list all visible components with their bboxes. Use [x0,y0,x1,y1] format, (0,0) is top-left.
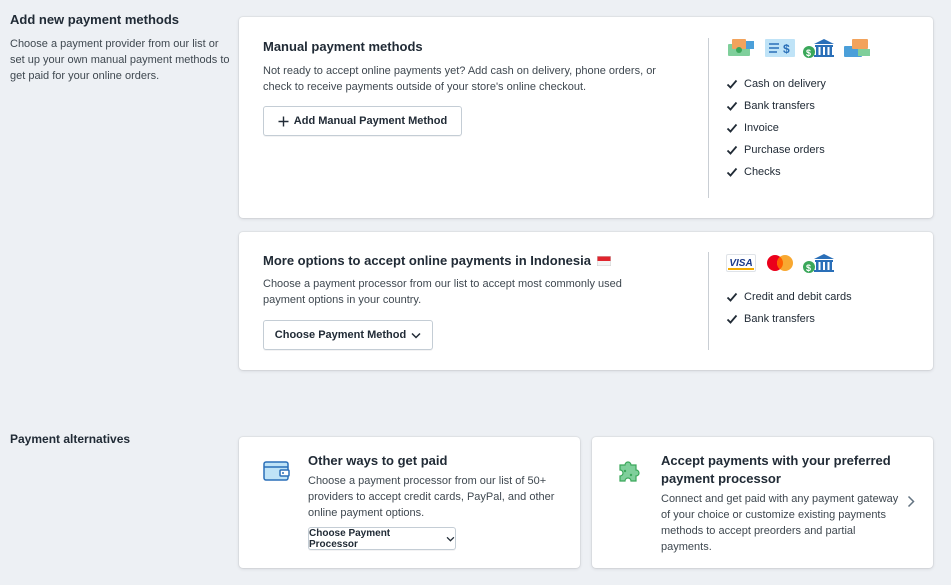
checkmark-icon [726,291,738,303]
add-manual-payment-button[interactable] [263,106,462,136]
svg-text:$: $ [806,48,812,58]
feature-label: Invoice [744,122,779,134]
chevron-right-icon [907,495,915,508]
online-card-title: More options to accept online payments in Indonesia [263,253,591,268]
svg-text:$: $ [806,263,812,273]
indonesia-flag-icon [597,256,611,266]
manual-card-divider [708,38,709,198]
choose-payment-processor-select[interactable] [308,527,456,550]
bank-icon [802,37,836,59]
online-features-list [726,286,852,330]
online-card-divider [708,252,709,350]
card-cash-icon [842,37,874,59]
checkmark-icon [726,100,738,112]
other-ways-description: Choose a payment processor from our list of 50+ providers to accept credit cards, PayPal, and other online payment options. [308,475,555,519]
other-ways-card [239,437,580,568]
plus-icon [278,116,289,127]
feature-label: Bank transfers [744,100,815,112]
list-item [726,308,852,330]
chevron-down-icon [411,332,421,339]
list-item [726,139,826,161]
bank-icon [802,252,836,274]
online-payments-card [239,232,933,370]
list-item [726,95,826,117]
manual-features-list [726,73,826,183]
choose-payment-method-label: Choose Payment Method [274,329,407,341]
visa-icon [726,254,756,272]
svg-text:$: $ [783,42,790,56]
feature-label: Purchase orders [744,144,825,156]
feature-label: Bank transfers [744,313,815,325]
online-card-title-row [263,252,611,270]
section-title-add-payment: Add new payment methods [10,12,180,27]
feature-label: Checks [744,166,781,178]
add-manual-payment-label: Add Manual Payment Method [293,115,448,127]
checkmark-icon [726,78,738,90]
checkmark-icon [726,166,738,178]
section-description-add-payment: Choose a payment provider from our list or set up your own manual payment methods to get paid for your online orders. [10,38,230,82]
other-ways-title: Other ways to get paid [308,453,448,468]
invoice-icon [764,37,796,59]
list-item [726,73,826,95]
manual-card-description: Not ready to accept online payments yet? Add cash on delivery, phone orders, or check to receive payments outside of your store's online checkout. [263,65,656,93]
checkmark-icon [726,144,738,156]
manual-card-title: Manual payment methods [263,39,423,54]
puzzle-piece-icon [616,457,644,483]
cash-icon [726,37,756,59]
preferred-processor-card[interactable] [592,437,933,568]
wallet-icon [262,459,292,483]
list-item [726,117,826,139]
chevron-down-icon [446,536,455,542]
mastercard-icon [764,252,796,274]
preferred-processor-description: Connect and get paid with any payment gateway of your choice or customize existing payments methods to accept preorders and partial payments. [661,493,899,553]
checkmark-icon [726,313,738,325]
feature-label: Cash on delivery [744,78,826,90]
choose-payment-method-button[interactable] [263,320,433,350]
visa-label: VISA [729,257,753,269]
section-title-payment-alternatives: Payment alternatives [10,432,131,446]
manual-payment-card [239,17,933,218]
choose-payment-processor-label: Choose Payment Processor [309,527,391,550]
list-item [726,161,826,183]
list-item [726,286,852,308]
online-card-description: Choose a payment processor from our list to accept most commonly used payment options in your country. [263,278,622,306]
checkmark-icon [726,122,738,134]
preferred-processor-title: Accept payments with your preferred payment processor [661,453,891,486]
visa-stripe [728,268,754,270]
feature-label: Credit and debit cards [744,291,852,303]
